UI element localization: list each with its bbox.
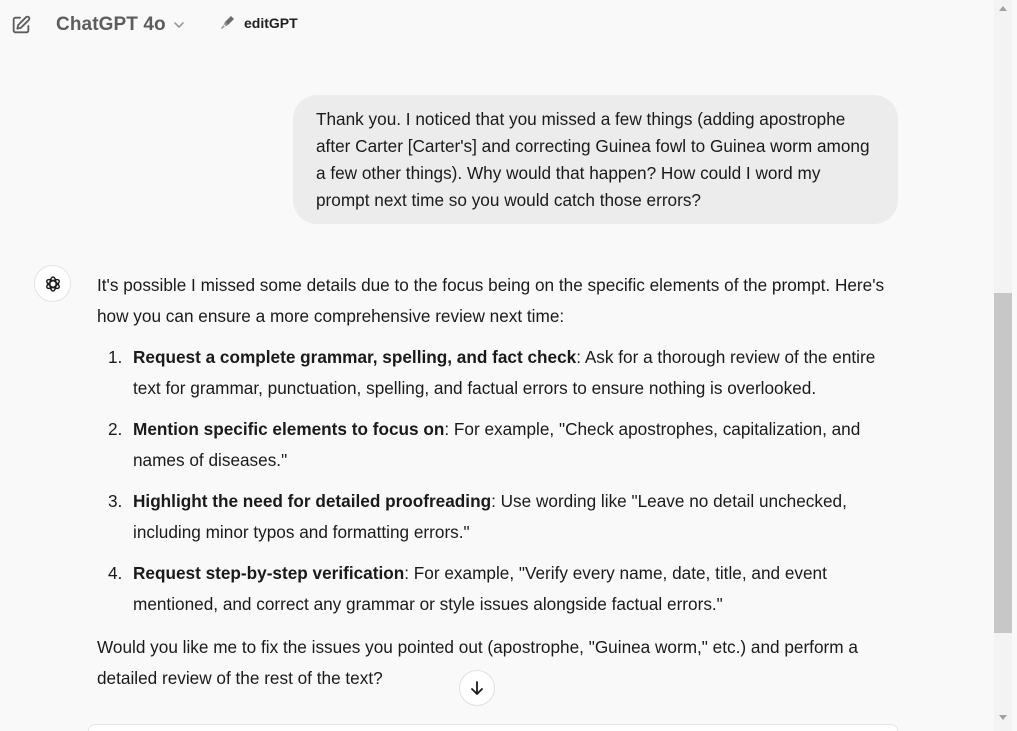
user-message-bubble bbox=[293, 95, 898, 224]
list-item-text: : For example, "Verify every name, date, title, and event mentioned, and correct any grammar or style issues alongside factual errors." bbox=[133, 563, 827, 614]
list-item bbox=[97, 558, 907, 620]
list-item-text: : For example, "Check apostrophes, capitalization, and names of diseases." bbox=[133, 419, 861, 470]
list-item-text: : Use wording like "Leave no detail unchecked, including minor typos and formatting errors." bbox=[133, 491, 847, 542]
assistant-intro: It's possible I missed some details due to the focus being on the specific elements of the prompt. Here's how you can ensure a more comprehensive review next time: bbox=[97, 275, 885, 326]
list-item-title: Request a complete grammar, spelling, and fact check bbox=[133, 347, 577, 367]
assistant-avatar bbox=[34, 265, 71, 302]
list-item-title: Highlight the need for detailed proofreading bbox=[133, 491, 492, 511]
arrow-down-icon bbox=[468, 679, 486, 697]
custom-gpt-link[interactable] bbox=[218, 14, 298, 32]
pen-nib-icon bbox=[218, 14, 236, 32]
suggestion-list bbox=[97, 342, 907, 620]
list-item bbox=[97, 342, 907, 404]
model-name: ChatGPT 4o bbox=[56, 14, 166, 35]
caret-up-icon bbox=[999, 5, 1007, 11]
custom-gpt-name: editGPT bbox=[244, 15, 298, 31]
chevron-down-icon bbox=[172, 18, 186, 32]
scroll-up-arrow[interactable] bbox=[998, 3, 1008, 13]
list-item-number: 2. bbox=[108, 419, 123, 439]
caret-down-icon bbox=[999, 715, 1007, 721]
edit-icon bbox=[10, 14, 32, 36]
assistant-message bbox=[97, 270, 907, 694]
top-bar bbox=[0, 0, 1017, 52]
list-item-number: 3. bbox=[108, 491, 123, 511]
model-selector[interactable] bbox=[56, 14, 186, 36]
list-item-title: Mention specific elements to focus on bbox=[133, 419, 445, 439]
list-item bbox=[97, 486, 907, 548]
scrollbar-thumb[interactable] bbox=[994, 293, 1012, 633]
openai-logo-icon bbox=[42, 273, 64, 295]
list-item-title: Request step-by-step verification bbox=[133, 563, 405, 583]
new-chat-button[interactable] bbox=[8, 12, 34, 38]
list-item bbox=[97, 414, 907, 476]
list-item-number: 1. bbox=[108, 347, 123, 367]
list-item-text: : Ask for a thorough review of the entire text for grammar, punctuation, spelling, and factual errors to ensure nothing is overlooked. bbox=[133, 347, 876, 398]
list-item-number: 4. bbox=[108, 563, 123, 583]
composer-edge bbox=[88, 724, 898, 731]
assistant-closing: Would you like me to fix the issues you pointed out (apostrophe, "Guinea worm," etc.) and perform a detailed review of the rest of the text? bbox=[97, 637, 858, 688]
scroll-down-arrow[interactable] bbox=[998, 713, 1008, 723]
user-message-text: Thank you. I noticed that you missed a few things (adding apostrophe after Carter [Carter's] and correcting Guinea fowl to Guinea worm among a few other things). Why would that happen? How could I word my prompt next time so you would catch those errors? bbox=[316, 109, 870, 210]
scroll-to-bottom-button[interactable] bbox=[459, 670, 495, 706]
